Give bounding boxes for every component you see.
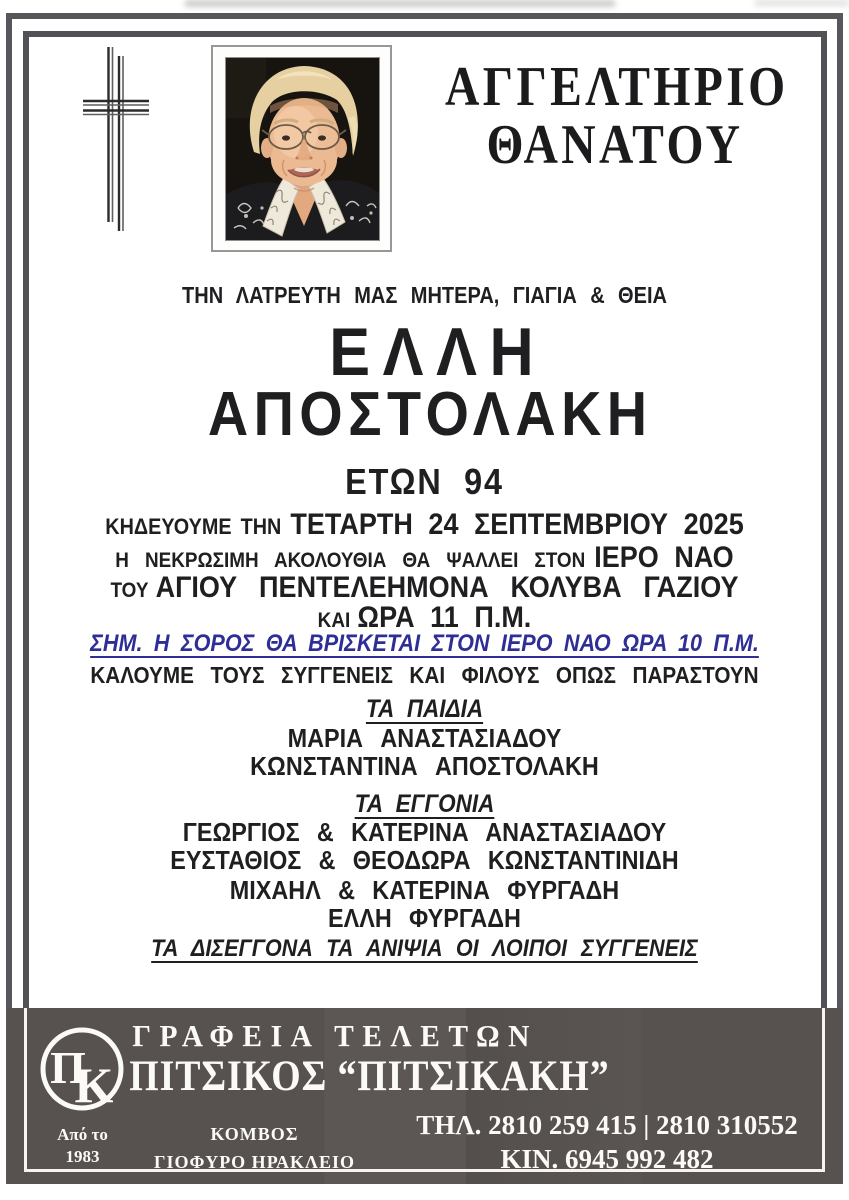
intro-line: ΤΗΝ ΛΑΤΡΕΥΤΗ ΜΑΣ ΜΗΤΕΡΑ, ΓΙΑΓΙΑ & ΘΕΙΑ bbox=[182, 282, 667, 308]
church-prefix: ΤΟΥ bbox=[110, 579, 149, 602]
business-name: ΠΙΤΣΙΚΟΣ “ΠΙΤΣΙΚΑΚΗ” bbox=[129, 1053, 610, 1100]
child-name: ΜΑΡΙΑ ΑΝΑΣΤΑΣΙΑΔΟΥ bbox=[287, 723, 562, 753]
address-line1: ΚΟΜΒΟΣ bbox=[210, 1124, 299, 1144]
funeral-date-line bbox=[42, 510, 806, 540]
service-prefix: Η ΝΕΚΡΩΣΙΜΗ ΑΚΟΛΟΥΘΙΑ ΘΑ ΨΑΛΛΕΙ ΣΤΟΝ bbox=[115, 549, 586, 572]
since-label bbox=[25, 1124, 140, 1168]
portrait-photo bbox=[225, 57, 380, 241]
page-title-line1: ΑΓΓΕΛΤΗΡΙΟ bbox=[445, 56, 789, 118]
phone-line: ΤΗΛ. 2810 259 415 | 2810 310552 bbox=[416, 1110, 798, 1140]
scan-smudge-top-right bbox=[755, 0, 849, 6]
grandchild-name: ΓΕΩΡΓΙΟΣ & ΚΑΤΕΡΙΝΑ ΑΝΑΣΤΑΣΙΑΔΟΥ bbox=[182, 817, 667, 847]
logo-letter-pi: Π bbox=[50, 1042, 86, 1093]
time-prefix: ΚΑΙ bbox=[317, 609, 351, 632]
closing-relatives-line: ΤΑ ΔΙΣΕΓΓΟΝΑ ΤΑ ΑΝΙΨΙΑ ΟΙ ΛΟΙΠΟΙ ΣΥΓΓΕΝΕΙΣ bbox=[151, 935, 698, 962]
service-line bbox=[42, 543, 806, 573]
since-line2: 1983 bbox=[65, 1147, 100, 1166]
deceased-first-name: ΕΛΛΗ bbox=[329, 314, 547, 390]
grandchild-name: ΜΙΧΑΗΛ & ΚΑΤΕΡΙΝΑ ΦΥΡΓΑΔΗ bbox=[229, 875, 620, 905]
time-value: ΩΡΑ 11 Π.Μ. bbox=[357, 601, 532, 634]
time-line bbox=[42, 603, 806, 633]
child-name: ΚΩΝΣΤΑΝΤΙΝΑ ΑΠΟΣΤΟΛΑΚΗ bbox=[250, 751, 599, 781]
service-place: ΙΕΡΟ ΝΑΟ bbox=[594, 541, 734, 574]
funeral-home-banner bbox=[7, 1008, 842, 1184]
invitation-line: ΚΑΛΟΥΜΕ ΤΟΥΣ ΣΥΓΓΕΝΕΙΣ ΚΑΙ ΦΙΛΟΥΣ ΟΠΩΣ ΠΑΡΑΣΤΟΥΝ bbox=[90, 662, 759, 688]
page-title-line2: ΘΑΝΑΤΟΥ bbox=[486, 114, 744, 176]
church-name: ΑΓΙΟΥ ΠΕΝΤΕΛΕΗΜΟΝΑ ΚΟΛΥΒΑ ΓΑΖΙΟΥ bbox=[155, 571, 739, 604]
cross-icon bbox=[78, 42, 156, 237]
page-title bbox=[445, 56, 789, 176]
funeral-prefix: ΚΗΔΕΥΟΥΜΕ ΤΗΝ bbox=[105, 514, 282, 539]
deceased-last-name: ΑΠΟΣΤΟΛΑΚΗ bbox=[207, 380, 653, 449]
business-type: ΓΡΑΦΕΙΑ ΤΕΛΕΤΩΝ bbox=[132, 1018, 539, 1053]
phone-block bbox=[392, 1108, 822, 1176]
address-block bbox=[147, 1120, 362, 1176]
address-line2: ΓΙΟΦΥΡΟ ΗΡΑΚΛΕΙΟ bbox=[154, 1152, 355, 1172]
church-line bbox=[42, 573, 806, 603]
photo-frame bbox=[211, 45, 392, 252]
scan-smudge-top bbox=[185, 0, 615, 7]
grandchild-name: ΕΥΣΤΑΘΙΟΣ & ΘΕΟΔΩΡΑ ΚΩΝΣΤΑΝΤΙΝΙΔΗ bbox=[170, 845, 679, 875]
logo-letter-kappa: Κ bbox=[74, 1057, 114, 1113]
age-line: ΕΤΩΝ 94 bbox=[345, 461, 504, 502]
since-line1: Από το bbox=[57, 1125, 108, 1144]
funeral-date: ΤΕΤΑΡΤΗ 24 ΣΕΠΤΕΜΒΡΙΟΥ 2025 bbox=[290, 508, 744, 541]
note-line: ΣΗΜ. Η ΣΟΡΟΣ ΘΑ ΒΡΙΣΚΕΤΑΙ ΣΤΟΝ ΙΕΡΟ ΝΑΟ ΩΡΑ 10 Π.Μ. bbox=[90, 630, 759, 657]
grandchildren-heading: ΤΑ ΕΓΓΟΝΙΑ bbox=[354, 790, 495, 818]
children-heading: ΤΑ ΠΑΙΔΙΑ bbox=[365, 695, 484, 723]
mobile-line: ΚΙΝ. 6945 992 482 bbox=[500, 1144, 714, 1174]
grandchild-name: ΕΛΛΗ ΦΥΡΓΑΔΗ bbox=[328, 903, 521, 933]
funeral-home-logo bbox=[35, 1023, 129, 1117]
